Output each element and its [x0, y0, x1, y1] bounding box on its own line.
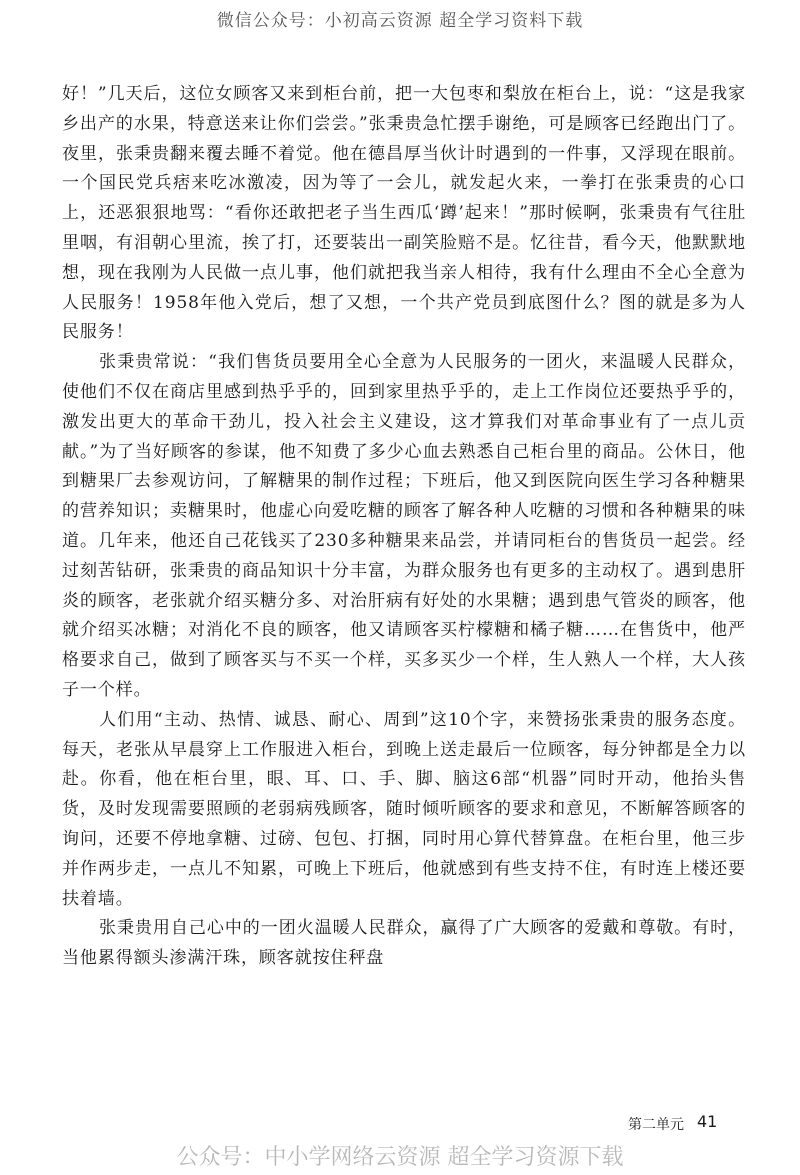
unit-label: 第二单元 [628, 1117, 684, 1133]
paragraph-4: 张秉贵用自己心中的一团火温暖人民群众，赢得了广大顾客的爱戴和尊敬。有时，当他累得额头渗满汗珠，顾客就按住秤盘 [62, 918, 746, 969]
paragraph-2: 张秉贵常说：“我们售货员要用全心全意为人民服务的一团火，来温暖人民群众，使他们不仅在商店里感到热乎乎的，回到家里热乎乎的，走上工作岗位还要热乎乎的，激发出更大的革命干劲儿，投入社会主义建设，这才算我们对革命事业有了一点儿贡献。”为了当好顾客的参谋，他不知费了多少心血去熟悉自己柜台里的商品。公休日，他到糖果厂去参观访问，了解糖果的制作过程；下班后，他又到医院向医生学习各种糖果的营养知识；卖糖果时，他虚心向爱吃糖的顾客了解各种人吃糖的习惯和各种糖果的味道。几年来，他还自己花钱买了230多种糖果来品尝，并请同柜台的售货员一起尝。经过刻苦钻研，张秉贵的商品知识十分丰富，为群众服务也有更多的主动权了。遇到患肝炎的顾客，老张就介绍买糖分多、对治肝病有好处的水果糖；遇到患气管炎的顾客，他就介绍买冰糖；对消化不良的顾客，他又请顾客买柠檬糖和橘子糖……在售货中，他严格要求自己，做到了顾客买与不买一个样，买多买少一个样，生人熟人一个样，大人孩子一个样。 [62, 352, 746, 700]
watermark: 公众号：中小学网络云资源 超全学习资源下载 [176, 1145, 624, 1170]
paragraph-1: 好！”几天后，这位女顾客又来到柜台前，把一大包枣和梨放在柜台上，说：“这是我家乡出产的水果，特意送来让你们尝尝。”张秉贵急忙摆手谢绝，可是顾客已经跑出门了。夜里，张秉贵翻来覆去睡不着觉。他在德昌厚当伙计时遇到的一件事，又浮现在眼前。一个国民党兵痞来吃冰激凌，因为等了一会儿，就发起火来，一拳打在张秉贵的心口上，还恶狠狠地骂：“看你还敢把老子当生西瓜‘蹲’起来！”那时候啊，张秉贵有气往肚里咽，有泪朝心里流，挨了打，还要装出一副笑脸赔不是。忆往昔，看今天，他默默地想，现在我刚为人民做一点儿事，他们就把我当亲人相待，我有什么理由不全心全意为人民服务！1958年他入党后，想了又想，一个共产党员到底图什么？图的就是多为人民服务！ [62, 84, 746, 343]
page-body [62, 80, 746, 974]
page-number: 41 [697, 1112, 718, 1131]
paragraph-3: 人们用“主动、热情、诚恳、耐心、周到”这10个字，来赞扬张秉贵的服务态度。每天，老张从早晨穿上工作服进入柜台，到晚上送走最后一位顾客，每分钟都是全力以赴。你看，他在柜台里，眼、耳、口、手、脚、脑这6部“机器”同时开动，他抬头售货，及时发现需要照顾的老弱病残顾客，随时倾听顾客的要求和意见，不断解答顾客的询问，还要不停地拿糖、过磅、包包、打捆，同时用心算代替算盘。在柜台里，他三步并作两步走，一点儿不知累，可晚上下班后，他就感到有些支持不住，有时连上楼还要扶着墙。 [62, 709, 746, 909]
page-header: 微信公众号：小初高云资源 超全学习资料下载 [216, 11, 584, 31]
